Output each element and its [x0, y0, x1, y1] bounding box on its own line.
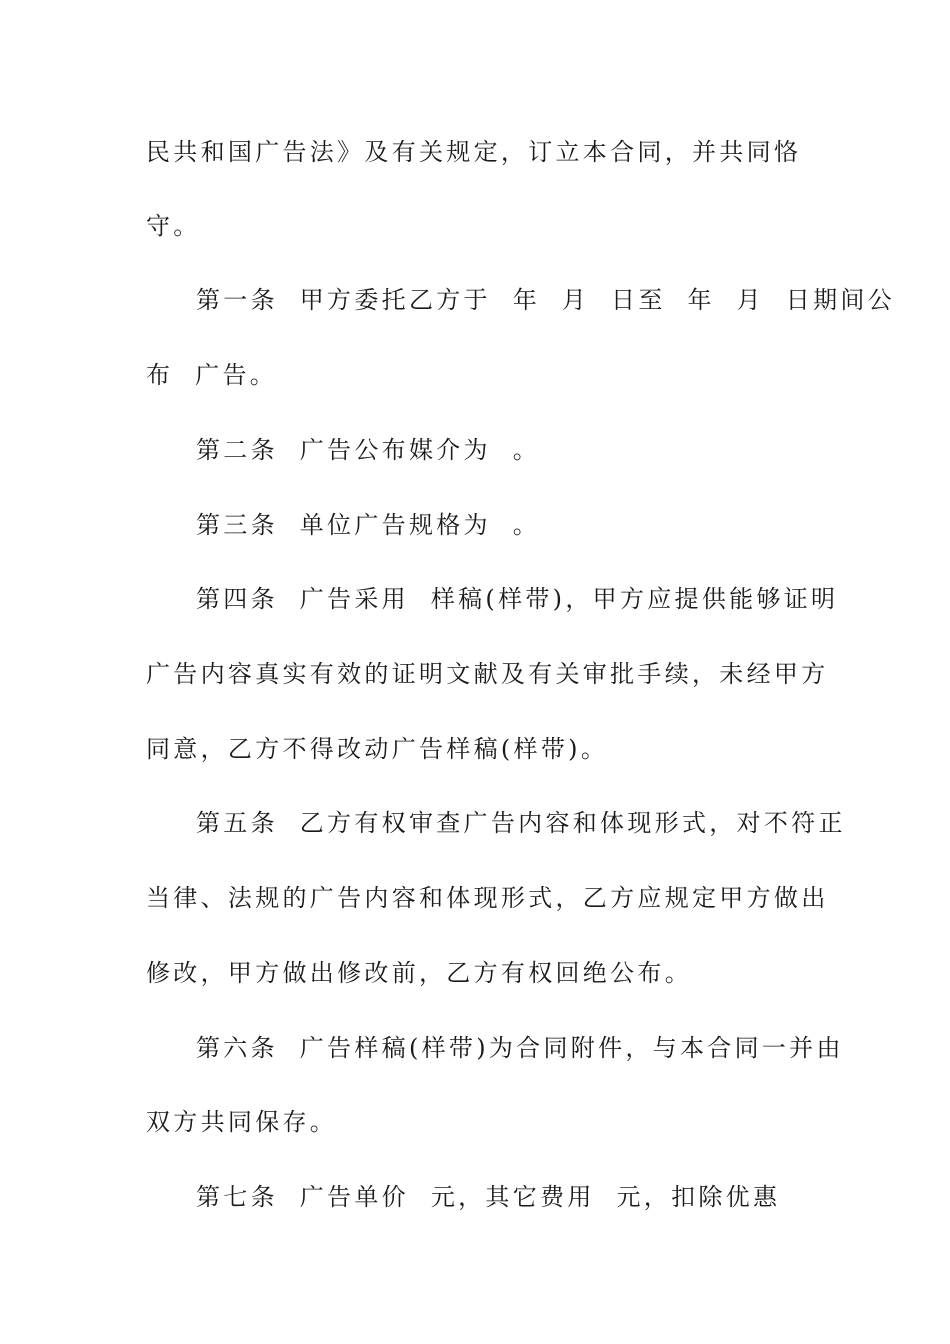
- text-line: 修改，甲方做出修改前，乙方有权回绝公布。: [146, 959, 692, 987]
- article-2-line: 第二条 广告公布媒介为 。: [196, 436, 541, 464]
- article-6-line: 第六条 广告样稿(样带)为合同附件，与本合同一并由: [196, 1034, 844, 1062]
- text-line: 守。: [146, 212, 201, 240]
- text-line: 当律、法规的广告内容和体现形式，乙方应规定甲方做出: [146, 884, 829, 912]
- article-1-line: 第一条 甲方委托乙方于 年 月 日至 年 月 日期间公: [196, 286, 896, 314]
- article-3-line: 第三条 单位广告规格为 。: [196, 511, 541, 539]
- article-7-line: 第七条 广告单价 元，其它费用 元，扣除优惠: [196, 1183, 781, 1211]
- text-line: 布 广告。: [146, 361, 278, 389]
- text-line: 广告内容真实有效的证明文献及有关审批手续，未经甲方: [146, 660, 829, 688]
- article-5-line: 第五条 乙方有权审查广告内容和体现形式，对不符正: [196, 809, 846, 837]
- text-line: 民共和国广告法》及有关规定，订立本合同，并共同恪: [146, 138, 802, 166]
- article-4-line: 第四条 广告采用 样稿(样带)，甲方应提供能够证明: [196, 585, 839, 613]
- text-line: 同意，乙方不得改动广告样稿(样带)。: [146, 735, 609, 763]
- text-line: 双方共同保存。: [146, 1108, 338, 1136]
